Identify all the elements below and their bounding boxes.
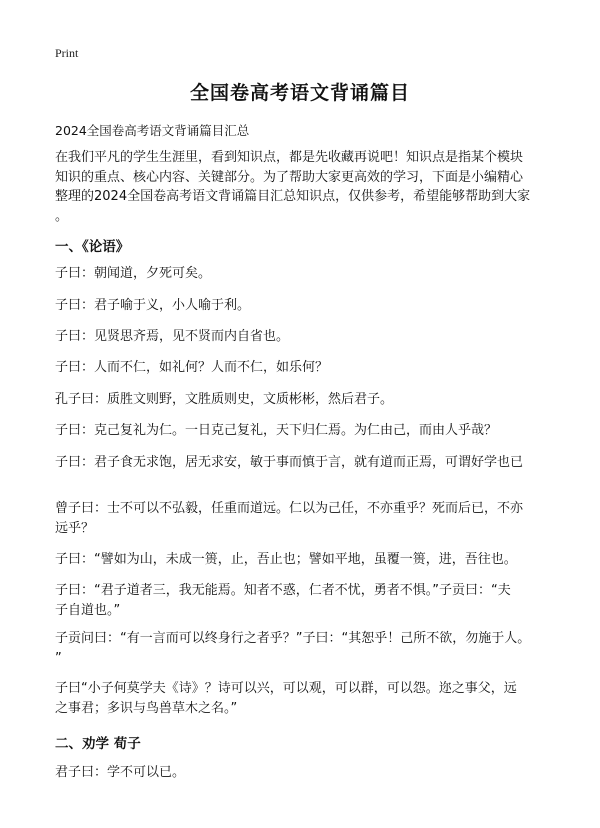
quote-paragraph bbox=[55, 296, 555, 316]
quote-line: 子曰：“譬如为山，未成一篑，止，吾止也；譬如平地，虽覆一篑，进，吾往也。 bbox=[55, 552, 517, 567]
print-label: Print bbox=[55, 46, 79, 60]
quote-line: 子曰：克己复礼为仁。一日克己复礼，天下归仁焉。为仁由己，而由人乎哉？ bbox=[55, 423, 498, 438]
quote-paragraph bbox=[55, 390, 555, 410]
quote-line: 子自道也。” bbox=[55, 603, 121, 618]
intro-line: 在我们平凡的学生生涯里，看到知识点，都是先收藏再说吧！知识点是指某个模块 bbox=[55, 150, 524, 165]
quote-paragraph bbox=[55, 629, 555, 669]
section-heading-quanxue: 二、劝学 荀子 bbox=[55, 736, 141, 752]
quote-paragraph bbox=[55, 499, 555, 539]
quote-paragraph bbox=[55, 421, 555, 441]
quote-line: 之事君；多识与鸟兽草木之名。” bbox=[55, 701, 238, 716]
quote-line: 子曰：见贤思齐焉，见不贤而内自省也。 bbox=[55, 329, 290, 344]
page-title: 全国卷高考语文背诵篇目 bbox=[189, 82, 410, 104]
quote-paragraph bbox=[55, 358, 555, 378]
quote-line: 君子曰：学不可以已。 bbox=[55, 765, 186, 780]
quote-line: 子曰：人而不仁，如礼何？人而不仁，如乐何？ bbox=[55, 360, 329, 375]
quote-paragraph bbox=[55, 453, 555, 473]
quote-line: 远乎？ bbox=[55, 521, 95, 536]
quote-line: 子贡问曰：“有一言而可以终身行之者乎？”子曰：“其恕乎！己所不欲，勿施于人。 bbox=[55, 631, 531, 646]
quote-line: 子曰：君子食无求饱，居无求安，敏于事而慎于言，就有道而正焉，可谓好学也已 bbox=[55, 455, 524, 470]
quote-paragraph bbox=[55, 327, 555, 347]
intro-line: 。 bbox=[55, 208, 69, 224]
intro-paragraph bbox=[55, 148, 555, 226]
quote-paragraph bbox=[55, 581, 555, 621]
quote-paragraph bbox=[55, 264, 555, 284]
intro-line: 整理的2024全国卷高考语文背诵篇目汇总知识点，仅供参考，希望能够帮助到大家 bbox=[55, 189, 531, 204]
intro-line: 知识的重点、核心内容、关键部分。为了帮助大家更高效的学习，下面是小编精心 bbox=[55, 169, 524, 185]
quote-paragraph bbox=[55, 679, 555, 719]
quote-line: 子曰：“君子道者三，我无能焉。知者不惑，仁者不忧，勇者不惧。”子贡曰：“夫 bbox=[55, 583, 511, 598]
section-heading-lunyu: 一、《论语》 bbox=[55, 239, 130, 255]
quote-line: ” bbox=[55, 651, 62, 666]
quote-line: 子曰“小子何莫学夫《诗》？诗可以兴，可以观，可以群，可以怨。迩之事父，远 bbox=[55, 681, 517, 696]
quote-paragraph bbox=[55, 550, 555, 570]
quote-line: 曾子曰：士不可以不弘毅，任重而道远。仁以为己任，不亦重乎？死而后已，不亦 bbox=[55, 501, 524, 516]
quote-line: 子曰：君子喻于义，小人喻于利。 bbox=[55, 298, 251, 313]
quote-line: 孔子曰：质胜文则野，文胜质则史，文质彬彬，然后君子。 bbox=[55, 392, 394, 407]
quote-line: 子曰：朝闻道，夕死可矣。 bbox=[55, 266, 212, 281]
quote-paragraph bbox=[55, 763, 555, 783]
subtitle: 2024全国卷高考语文背诵篇目汇总 bbox=[55, 123, 250, 138]
